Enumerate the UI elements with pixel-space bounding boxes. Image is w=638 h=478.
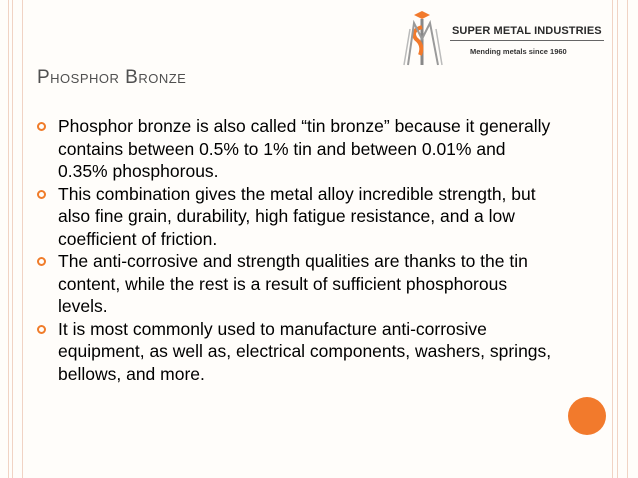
bullet-list — [37, 115, 557, 385]
company-tagline: Mending metals since 1960 — [470, 47, 567, 56]
right-border-line — [617, 0, 618, 478]
bullet-text: Phosphor bronze is also called “tin bronze” because it generally contains between 0.5% to 1% tin and between 0.01% and 0.35% phosphorous. — [58, 116, 551, 181]
left-border-line — [8, 0, 9, 478]
right-border-line — [627, 0, 628, 478]
bullet-text: This combination gives the metal alloy incredible strength, but also fine grain, durability, high fatigue resistance, and a low coefficient of friction. — [58, 183, 536, 249]
bullet-text: The anti-corrosive and strength qualities are thanks to the tin content, while the rest is a result of sufficient phosphorous levels. — [58, 251, 528, 316]
bullet-ring-icon — [37, 325, 46, 334]
logo-divider — [450, 40, 604, 41]
bullet-ring-icon — [37, 257, 46, 266]
right-border-line — [612, 0, 613, 478]
left-border-line — [22, 0, 23, 478]
company-name: SUPER METAL INDUSTRIES — [452, 25, 602, 37]
decorative-orange-circle — [568, 397, 606, 435]
bullet-item — [37, 318, 557, 386]
sm-monogram-logo-icon — [400, 9, 446, 67]
bullet-ring-icon — [37, 190, 46, 199]
left-border-line — [12, 0, 13, 478]
slide-title: Phosphor Bronze — [37, 67, 187, 88]
bullet-text: It is most commonly used to manufacture anti-corrosive equipment, as well as, electrical components, washers, springs, bellows, and more. — [58, 318, 552, 384]
bullet-item — [37, 250, 557, 318]
bullet-item — [37, 115, 557, 183]
bullet-item — [37, 183, 557, 251]
bullet-ring-icon — [37, 122, 46, 131]
